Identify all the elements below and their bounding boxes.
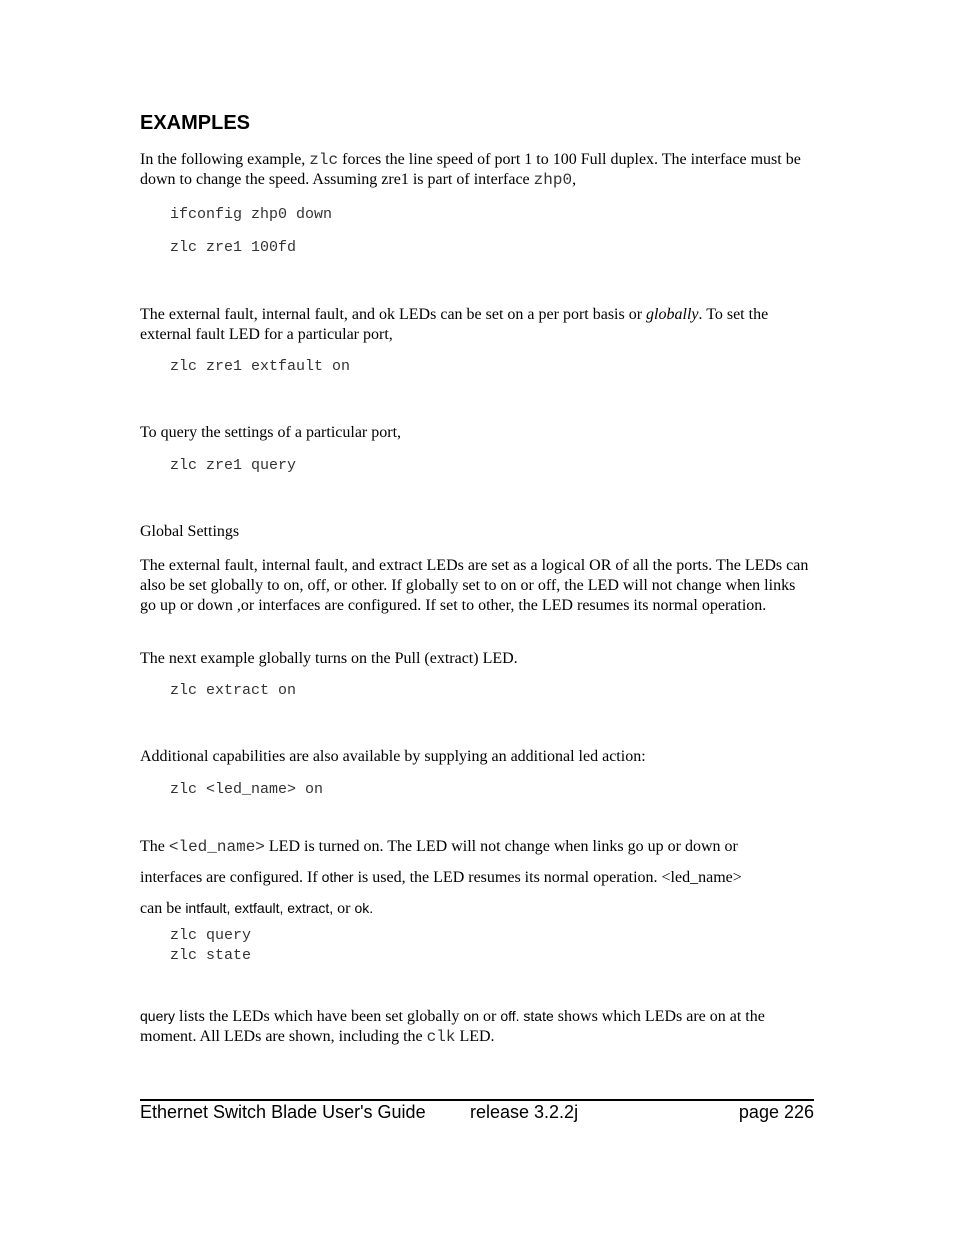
subheading-global-settings: Global Settings [140, 523, 240, 540]
text: , [572, 171, 577, 188]
keyword: state [519, 1008, 554, 1024]
text: forces the line speed of port 1 to 100 Full duplex. The interface must be down to change the speed. Assuming zre1 is part of interface [140, 151, 801, 188]
text: LED is turned on. The LED will not change when links go up or down or [264, 838, 738, 855]
section-heading: EXAMPLES [140, 112, 251, 134]
text: . To set the external fault LED for a particular port, [140, 306, 769, 343]
paragraph-query: To query the settings of a particular port, [140, 424, 402, 441]
inline-code: zhp0 [533, 171, 573, 189]
text: The [140, 838, 169, 855]
keyword: on [463, 1008, 479, 1024]
keyword: off. [500, 1008, 520, 1024]
text: or [333, 900, 355, 917]
keyword: query [140, 1008, 176, 1024]
text: can be [140, 900, 186, 917]
text: or [479, 1008, 501, 1025]
keyword: other [321, 869, 354, 885]
code-line: zlc <led_name> on [170, 781, 324, 798]
inline-code: zlc [309, 151, 339, 169]
code-line: zlc zre1 100fd [170, 239, 297, 256]
inline-code: clk [426, 1028, 456, 1046]
text: In the following example, [140, 151, 310, 168]
code-line: ifconfig zhp0 down [170, 206, 333, 223]
text: interfaces are configured. If [140, 869, 322, 886]
paragraph-additional: Additional capabilities are also available by supplying an additional led action: [140, 748, 646, 765]
paragraph-led-name [140, 832, 814, 924]
code-line: zlc zre1 query [170, 457, 297, 474]
keyword: ok. [354, 900, 374, 916]
footer-title: Ethernet Switch Blade User's Guide [140, 1102, 426, 1122]
text: is used, the LED resumes its normal operation. <led_name> [353, 869, 742, 886]
code-line: zlc zre1 extfault on [170, 358, 351, 375]
code-block: zlc query zlc state [170, 927, 252, 964]
text: lists the LEDs which have been set globally [175, 1008, 464, 1025]
paragraph-speed [140, 150, 814, 190]
footer-page-number: page 226 [738, 1102, 814, 1122]
paragraph-next-example: The next example globally turns on the Pull (extract) LED. [140, 650, 518, 667]
paragraph-global: The external fault, internal fault, and extract LEDs are set as a logical OR of all the ports. The LEDs can also be set globally to on, off, or other. If globally set to on or off, the LED will not change when links go up or down ,or interfaces are configured. If set to other, the LED resumes its normal operation. [140, 557, 809, 614]
code-line: zlc extract on [170, 682, 297, 699]
paragraph-leds [140, 305, 814, 345]
text: shows which LEDs are on at the moment. All LEDs are shown, including the [140, 1008, 765, 1045]
inline-code: <led_name> [168, 838, 265, 856]
keyword-list: intfault, extfault, extract, [185, 900, 334, 916]
emphasis: globally [646, 306, 699, 323]
paragraph-query-state [140, 1006, 814, 1047]
footer-release: release 3.2.2j [470, 1102, 579, 1122]
text: LED. [455, 1028, 495, 1045]
text: The external fault, internal fault, and ok LEDs can be set on a per port basis or [140, 306, 647, 323]
